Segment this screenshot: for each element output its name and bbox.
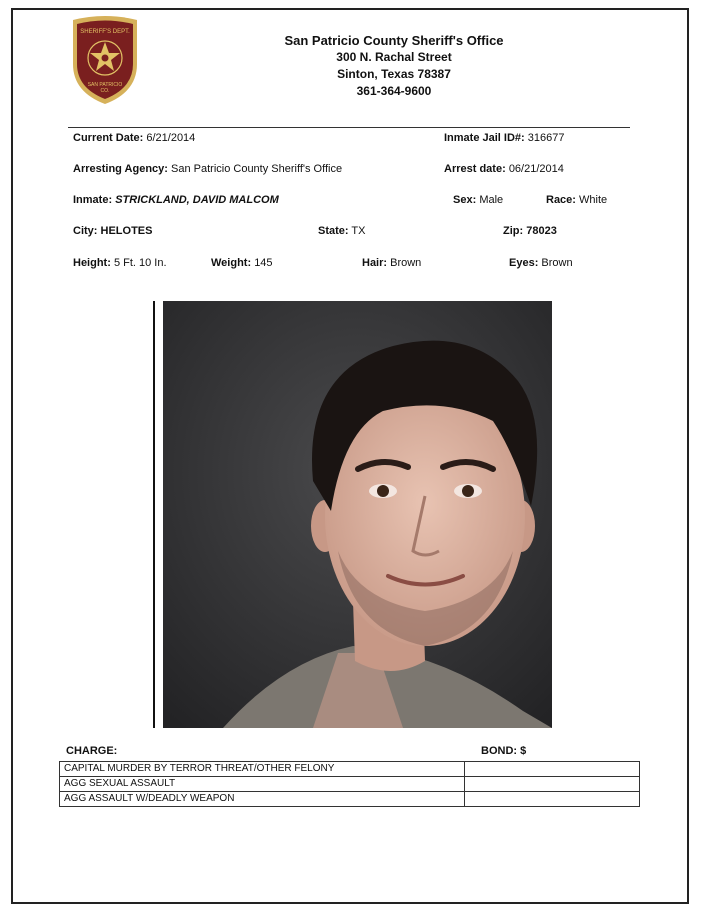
mugshot-photo bbox=[153, 301, 552, 728]
charge-cell: CAPITAL MURDER BY TERROR THREAT/OTHER FELONY bbox=[60, 762, 465, 777]
bond-cell bbox=[465, 762, 640, 777]
city-field: City: HELOTES bbox=[73, 225, 153, 237]
agency-address: 300 N. Rachal Street bbox=[336, 50, 452, 64]
photo-border bbox=[153, 301, 161, 728]
arresting-agency-field: Arresting Agency: San Patricio County Sheriff's Office bbox=[73, 163, 343, 175]
arrest-date-value: 06/21/2014 bbox=[508, 163, 564, 175]
agency-city: Sinton, Texas 78387 bbox=[337, 67, 451, 81]
height-value: 5 Ft. 10 In. bbox=[113, 257, 167, 269]
state-value: TX bbox=[351, 225, 366, 237]
sheriff-badge-icon bbox=[69, 14, 141, 106]
table-row bbox=[60, 762, 640, 777]
charge-cell: AGG SEXUAL ASSAULT bbox=[60, 777, 465, 792]
weight-value: 145 bbox=[254, 257, 273, 269]
charge-cell: AGG ASSAULT W/DEADLY WEAPON bbox=[60, 792, 465, 807]
bond-cell bbox=[465, 792, 640, 807]
inmate-name-field: Inmate: STRICKLAND, DAVID MALCOM bbox=[73, 194, 279, 206]
charges-table bbox=[59, 761, 640, 807]
svg-text:SHERIFF'S DEPT.: SHERIFF'S DEPT. bbox=[80, 29, 130, 35]
sex-field: Sex: Male bbox=[453, 194, 504, 206]
bond-cell bbox=[465, 777, 640, 792]
agency-name: San Patricio County Sheriff's Office bbox=[284, 33, 504, 48]
race-value: White bbox=[579, 194, 608, 206]
eyes-value: Brown bbox=[541, 257, 573, 269]
sex-value: Male bbox=[479, 194, 504, 206]
current-date-field: Current Date: 6/21/2014 bbox=[73, 132, 196, 144]
hair-field: Hair: Brown bbox=[362, 257, 422, 269]
mugshot-image bbox=[163, 301, 552, 728]
height-field: Height: 5 Ft. 10 In. bbox=[73, 257, 167, 269]
table-row bbox=[60, 777, 640, 792]
arrest-date-field: Arrest date: 06/21/2014 bbox=[444, 163, 564, 175]
race-field: Race: White bbox=[546, 194, 608, 206]
svg-text:SAN PATRICIO: SAN PATRICIO bbox=[87, 82, 123, 88]
agency-header bbox=[250, 32, 538, 100]
arresting-agency-value: San Patricio County Sheriff's Office bbox=[171, 163, 343, 175]
state-field: State: TX bbox=[318, 225, 366, 237]
table-row bbox=[60, 792, 640, 807]
weight-field: Weight: 145 bbox=[211, 257, 273, 269]
bond-header: BOND: $ bbox=[481, 745, 527, 757]
inmate-name-value: STRICKLAND, DAVID MALCOM bbox=[115, 194, 279, 206]
city-value: HELOTES bbox=[100, 225, 153, 237]
inmate-jail-id-value: 316677 bbox=[527, 132, 565, 144]
header-divider bbox=[68, 127, 630, 128]
eyes-field: Eyes: Brown bbox=[509, 257, 573, 269]
hair-value: Brown bbox=[390, 257, 422, 269]
agency-phone: 361-364-9600 bbox=[356, 84, 432, 98]
charge-header: CHARGE: bbox=[66, 745, 118, 757]
svg-text:CO.: CO. bbox=[100, 88, 110, 94]
inmate-jail-id-field: Inmate Jail ID#: 316677 bbox=[444, 132, 565, 144]
zip-value: 78023 bbox=[526, 225, 557, 237]
current-date-value: 6/21/2014 bbox=[146, 132, 196, 144]
zip-field: Zip: 78023 bbox=[503, 225, 557, 237]
